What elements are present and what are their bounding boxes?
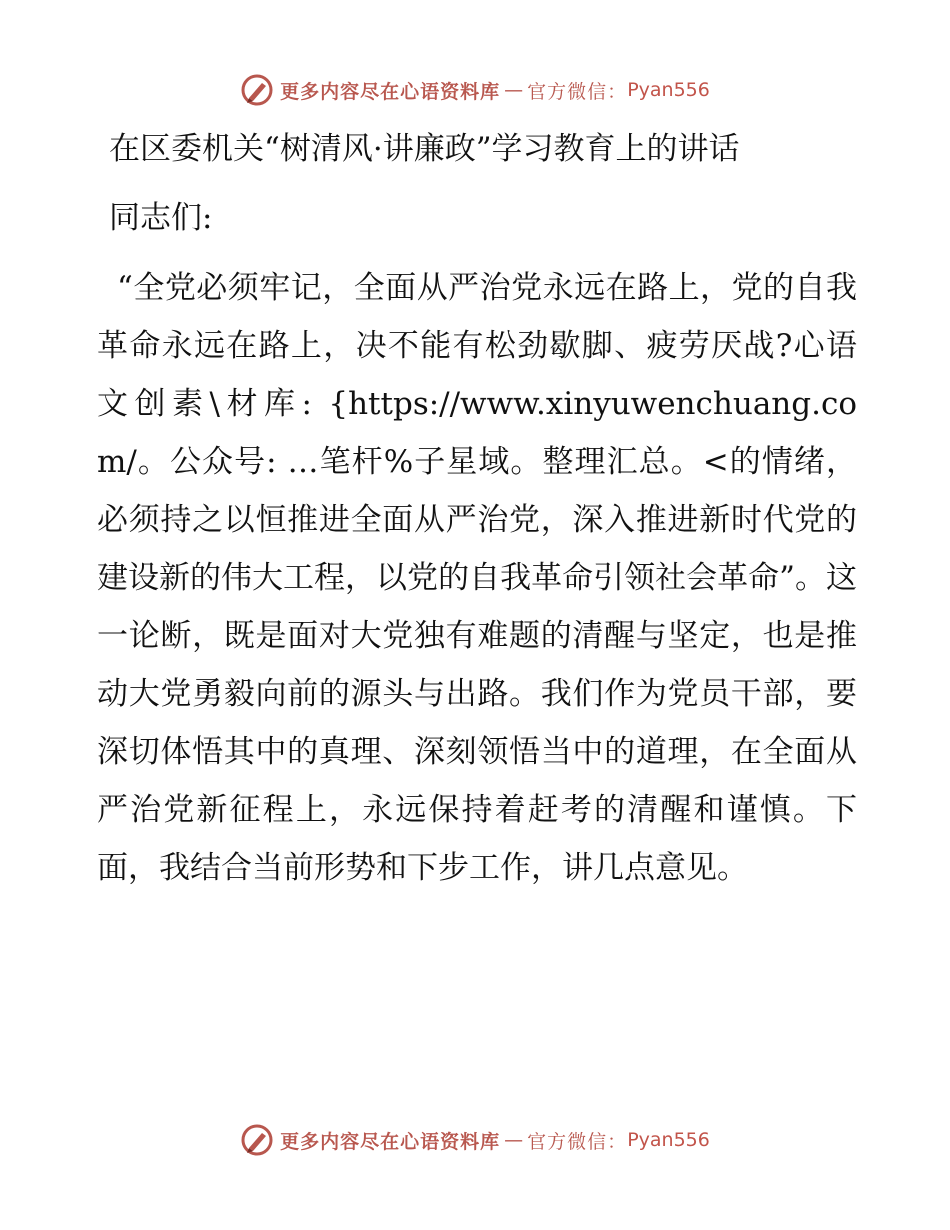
- banner-wechat-label: 官方微信：: [527, 80, 628, 103]
- banner-wechat-id: Pyan556: [627, 1129, 710, 1151]
- pen-logo-icon: [240, 73, 274, 107]
- banner-wechat-label: 官方微信：: [527, 1130, 628, 1153]
- body-paragraph: “全党必须牢记，全面从严治党永远在路上，党的自我革命永远在路上，决不能有松劲歇脚、疲劳厌战?心语文创素\材库: {https://www.xinyuwenchuang.com/。公众号: …笔杆%子星域。整理汇总。<的情绪，必须持之以恒推进全面从严治党，深入推进新时代党的建设新的伟大工程，以党的自我革命引领社会革命”。这一论断，既是面对大党独有难题的清醒与坚定，也是推动大党勇毅向前的源头与出路。我们作为党员干部，要深切体悟其中的真理、深刻领悟当中的道理，在全面从严治党新征程上，永远保持着赶考的清醒和谨慎。下面，我结合当前形势和下步工作，讲几点意见。: [97, 270, 857, 886]
- banner-brand-text: 更多内容尽在心语资料库: [280, 1130, 501, 1153]
- footer-banner: [0, 1120, 950, 1160]
- banner-dash: —: [504, 1129, 524, 1151]
- banner-dash: —: [504, 79, 524, 101]
- header-banner: [0, 70, 950, 110]
- document-title: 在区委机关“树清风·讲廉政”学习教育上的讲话: [109, 131, 740, 167]
- banner-brand-text: 更多内容尽在心语资料库: [280, 80, 501, 103]
- pen-logo-icon: [240, 1123, 274, 1157]
- banner-wechat-id: Pyan556: [627, 79, 710, 101]
- document-body: [97, 126, 857, 897]
- salutation: 同志们:: [109, 200, 213, 236]
